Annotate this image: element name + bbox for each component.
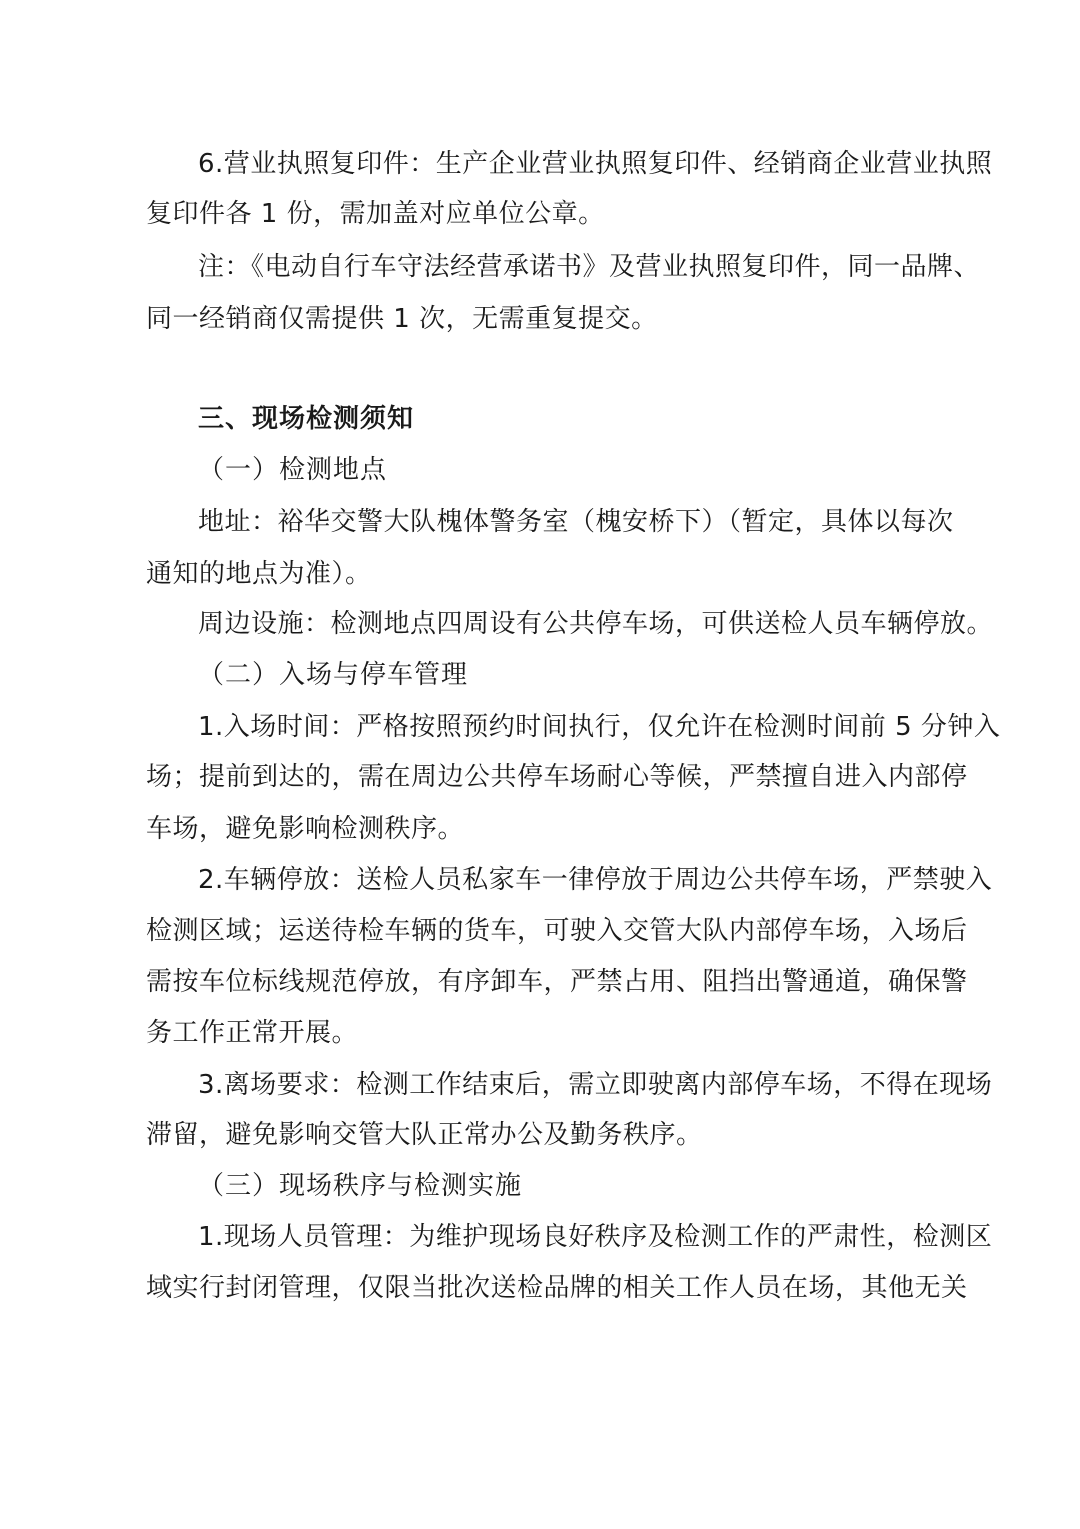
subheading-site-order: （三）现场秩序与检测实施 [198,1171,523,1201]
paragraph-license-copies-line-1: 6.营业执照复印件：生产企业营业执照复印件、经销商企业营业执照 [198,149,993,179]
subheading-entry-parking: （二）入场与停车管理 [198,660,469,690]
paragraph-departure-line-2: 滞留，避免影响交管大队正常办公及勤务秩序。 [146,1120,703,1150]
paragraph-note-line-1: 注：《电动自行车守法经营承诺书》及营业执照复印件，同一品牌、 [198,252,981,282]
subheading-inspection-location: （一）检测地点 [198,455,388,485]
paragraph-vehicle-parking-line-4: 务工作正常开展。 [146,1018,359,1048]
paragraph-address-line-1: 地址：裕华交警大队槐体警务室（槐安桥下）（暂定，具体以每次 [198,507,954,537]
section-heading-onsite-inspection: 三、现场检测须知 [198,404,415,434]
paragraph-entry-time-line-2: 场；提前到达的，需在周边公共停车场耐心等候，严禁擅自进入内部停 [146,762,968,792]
paragraph-personnel-line-2: 域实行封闭管理，仅限当批次送检品牌的相关工作人员在场，其他无关 [146,1273,968,1303]
paragraph-address-line-2: 通知的地点为准）。 [146,559,372,589]
paragraph-vehicle-parking-line-2: 检测区域；运送待检车辆的货车，可驶入交管大队内部停车场，入场后 [146,916,968,946]
paragraph-vehicle-parking-line-3: 需按车位标线规范停放，有序卸车，严禁占用、阻挡出警通道，确保警 [146,967,968,997]
paragraph-note-line-2: 同一经销商仅需提供 1 次，无需重复提交。 [146,304,658,334]
paragraph-entry-time-line-3: 车场，避免影响检测秩序。 [146,814,465,844]
paragraph-facilities: 周边设施：检测地点四周设有公共停车场，可供送检人员车辆停放。 [198,609,994,639]
paragraph-entry-time-line-1: 1.入场时间：严格按照预约时间执行，仅允许在检测时间前 5 分钟入 [198,712,1001,742]
paragraph-vehicle-parking-line-1: 2.车辆停放：送检人员私家车一律停放于周边公共停车场，严禁驶入 [198,865,993,895]
paragraph-personnel-line-1: 1.现场人员管理：为维护现场良好秩序及检测工作的严肃性，检测区 [198,1222,993,1252]
paragraph-departure-line-1: 3.离场要求：检测工作结束后，需立即驶离内部停车场，不得在现场 [198,1070,993,1100]
paragraph-license-copies-line-2: 复印件各 1 份，需加盖对应单位公章。 [146,199,605,229]
